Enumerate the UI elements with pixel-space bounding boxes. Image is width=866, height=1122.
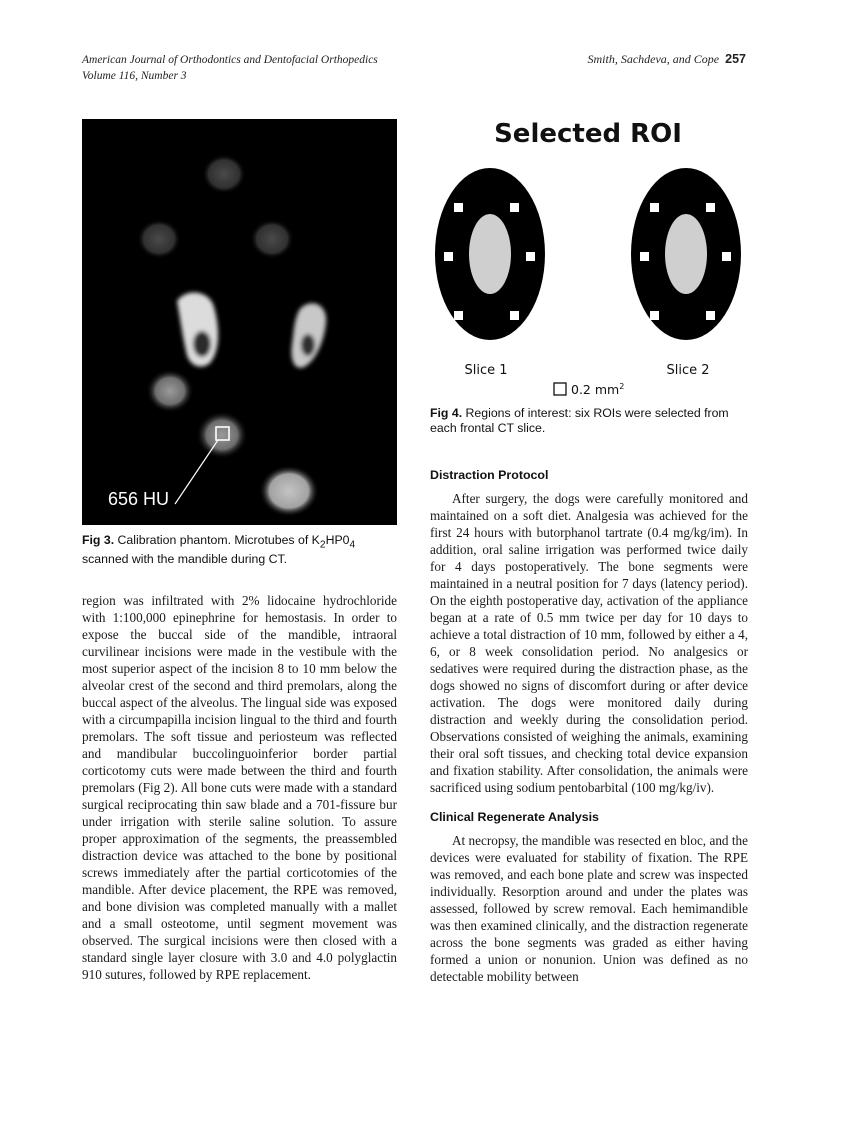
- slice-1-label: Slice 1: [464, 363, 508, 378]
- body-paragraph: After surgery, the dogs were carefully monitored and maintained on a soft diet. Analgesia was achieved for the first 24 hours with butorphanol tartrate (0.4 mg/kg/im). In addition, oral saline irrigation was performed twice daily for 4 days postoperatively. The bone segments were maintained in a neutral position for 7 days (latency period). On the eighth postoperative day, activation of the appliance began at a rate of 0.5 mm twice per day for 10 days to achieve a total distraction of 10 mm, followed by either a 4, 6, or 8 week consolidation period. No analgesics or sedatives were required during the distraction phase, as the dogs showed no signs of discomfort during or after device activation. The dogs were monitored daily during distraction and weekly during the consolidation period. Observations consisted of weighing the animals, examining their oral soft tissues, and checking total device expansion and fixation stability. After consolidation, the animals were sacrificed using sodium pentobarbital (100 mg/kg/iv).: [430, 491, 748, 795]
- roi-square: [650, 311, 659, 320]
- figure-3-caption-subscript: 4: [349, 539, 356, 551]
- phantom-tube: [137, 219, 181, 259]
- roi-square: [526, 252, 535, 261]
- roi-diagram-graphic: [428, 112, 748, 402]
- page-number: 257: [725, 52, 746, 66]
- section-heading-distraction-protocol: Distraction Protocol: [430, 468, 549, 482]
- pointer-line: [175, 440, 218, 504]
- section-heading-clinical-regenerate-analysis: Clinical Regenerate Analysis: [430, 810, 599, 824]
- phantom-tube: [146, 369, 194, 413]
- roi-square: [722, 252, 731, 261]
- figure-4-caption: [430, 406, 748, 435]
- slice-1-graphic: [435, 168, 545, 340]
- phantom-tube: [202, 154, 246, 194]
- left-column: [82, 592, 397, 983]
- tooth-cross-section-right: [292, 303, 327, 367]
- hu-annotation: 656 HU: [108, 489, 170, 509]
- figure-3-caption-mid: HP0: [325, 533, 350, 547]
- slice-2-label: Slice 2: [666, 363, 710, 378]
- running-header-authors: Smith, Sachdeva, and Cope: [587, 52, 720, 66]
- figure-3-caption-end: scanned with the mandible during CT.: [82, 552, 288, 567]
- roi-square: [650, 203, 659, 212]
- roi-square: [640, 252, 649, 261]
- figure-3-caption-subscript: 2: [319, 539, 326, 551]
- ct-phantom-graphic: [82, 119, 397, 525]
- right-column: [430, 468, 748, 985]
- figure-3-ct-image: [82, 119, 397, 525]
- figure-3-caption-label: Fig 3.: [82, 533, 115, 547]
- body-paragraph: At necropsy, the mandible was resected en bloc, and the devices were evaluated for stability of fixation. The RPE was removed, and each bone plate and screw was inspected individually. Resorption around and under the plates was assessed, followed by screw removal. Each hemimandible was then examined clinically, and the distraction regenerate across the bone segments was graded as either having formed a union or nonunion. Union was defined as no detectable mobility between: [430, 833, 748, 984]
- phantom-tube: [250, 219, 294, 259]
- roi-square: [444, 252, 453, 261]
- tooth-cross-section-left: [177, 292, 218, 366]
- slice-2-graphic: [631, 168, 741, 340]
- figure-4-roi-diagram: [428, 112, 748, 402]
- scale-label: 0.2 $mm^2$: [571, 382, 625, 397]
- roi-square: [454, 203, 463, 212]
- roi-square: [510, 311, 519, 320]
- roi-square: [510, 203, 519, 212]
- running-header-journal: [82, 52, 462, 84]
- figure-3-caption: [82, 533, 400, 566]
- phantom-tube: [196, 411, 248, 459]
- roi-square: [706, 311, 715, 320]
- roi-square: [454, 311, 463, 320]
- phantom-tube: [259, 465, 319, 517]
- roi-square: [706, 203, 715, 212]
- journal-title: American Journal of Orthodontics and Dentofacial Orthopedics: [82, 54, 378, 66]
- running-header-right: [587, 52, 746, 67]
- figure-4-caption-text: Regions of interest: six ROIs were selected from each frontal CT slice.: [430, 406, 729, 435]
- figure-3-caption-text: Calibration phantom. Microtubes of K: [117, 533, 320, 547]
- figure-4-caption-label: Fig 4.: [430, 406, 463, 420]
- roi-diagram-title: Selected ROI: [494, 119, 682, 149]
- body-paragraph: region was infiltrated with 2% lidocaine hydrochloride with 1:100,000 epinephrine for hemostasis. In order to expose the buccal side of the mandible, intraoral curvilinear incisions were made in the vestibule with the most superior aspect of the incision 8 to 10 mm below the alveolar crest of the second and third premolars, along the buccal aspect of the alveolus. The lingual side was exposed with a circumpapilla incision lingual to the third and fourth premolars. The soft tissue and periosteum was reflected and mandibular buccolinguoinferior border partial corticotomy cuts were made between the third and fourth premolars (Fig 2). All bone cuts were made with a standard surgical reciprocating thin saw blade and a 701-fissure bur under irrigation with sterile saline solution. To assure proper approximation of the segments, the preassembled distraction device was attached to the bone by positional screws immediately after the partial corticotomies of the mandible. After device placement, the RPE was removed, and bone division was completed manually with a mallet and a small osteotome, until segment movement was observed. The surgical incisions were then closed with a standard single layer closure with 3.0 and 4.0 polyglactin 910 sutures, followed by RPE replacement.: [82, 593, 397, 982]
- journal-volume: Volume 116, Number 3: [82, 70, 187, 82]
- scale-square-icon: [554, 383, 566, 395]
